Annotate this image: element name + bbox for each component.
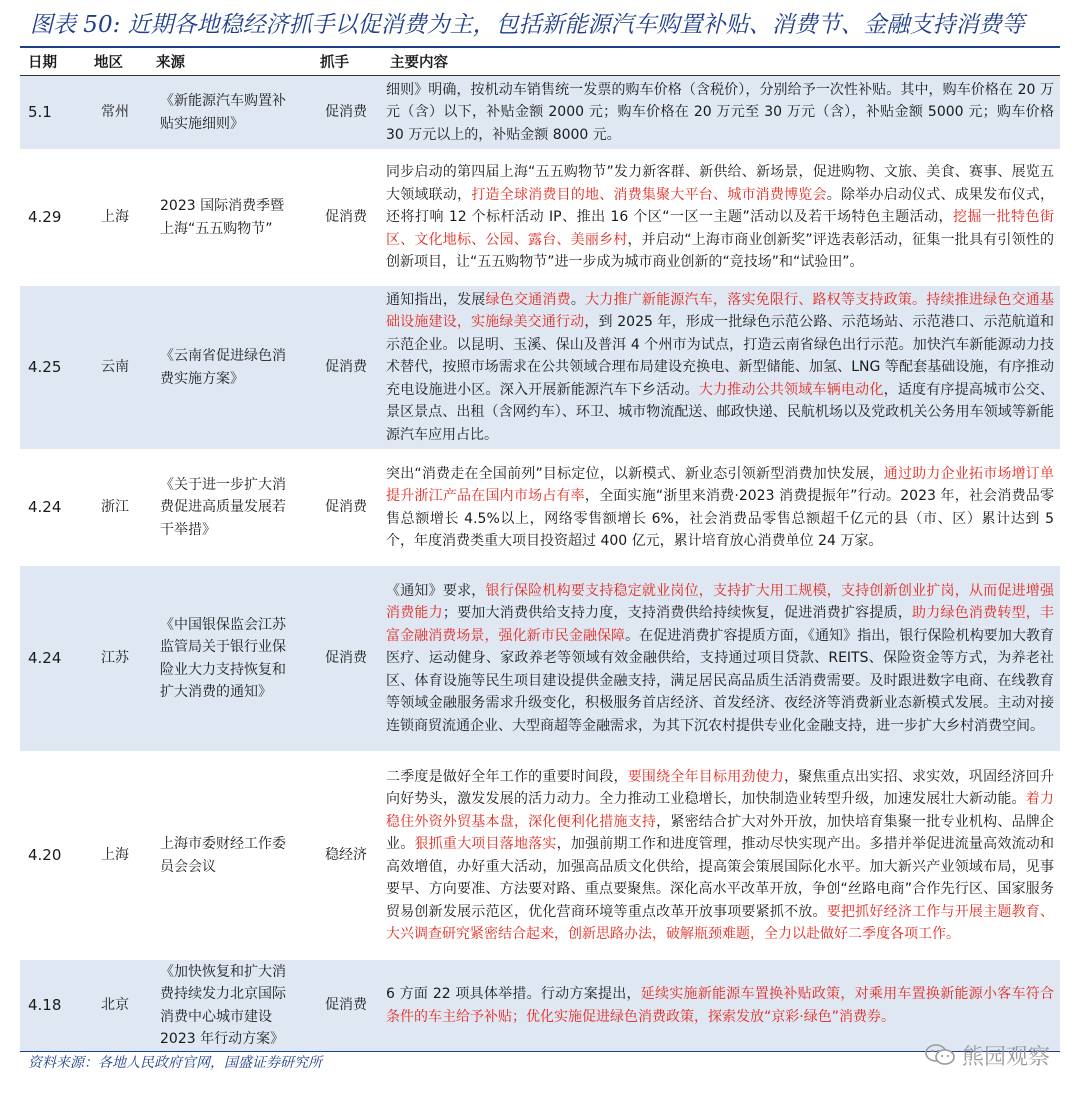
table-row	[20, 450, 1060, 566]
table-header-row	[20, 48, 1060, 76]
row-type: 促消费	[312, 566, 380, 752]
wechat-icon	[924, 1043, 956, 1067]
content-text: ，适度有序提高城市公交、景区景点、出租（含网约车）、环卫、城市物流配送、邮政快递、民航机场以及党政机关公务用车领域等新能源汽车应用占比。	[386, 381, 1055, 443]
highlight-text: 狠抓重大项目落地落实	[414, 836, 557, 852]
content-text: 。除举办启动仪式、成果发布仪式，还将打响 12 个标杆活动 IP、推出 16 个区“一区一主题”活动以及若干场特色主题活动，	[386, 186, 1055, 226]
row-type: 促消费	[312, 450, 380, 566]
content-text: ，紧密结合扩大对外开放，加快培育集聚一批专业机构、品牌企业。	[386, 813, 1055, 852]
content-text: 同步启动的第四届上海“五五购物节”发力新客群、新供给、新场景，促进购物、文旅、美食、赛事、展览五大领域联动，	[386, 164, 1054, 203]
row-content	[380, 286, 1060, 450]
row-region: 上海	[86, 752, 144, 960]
row-region: 云南	[86, 286, 144, 450]
row-region: 浙江	[86, 450, 144, 566]
watermark	[924, 1040, 1050, 1070]
content-text: ；要加大消费供给支持力度，支持消费供给持续恢复，促进消费扩容提质，	[442, 605, 913, 622]
header-date: 日期	[20, 48, 86, 76]
row-date: 4.24	[20, 566, 86, 752]
row-region: 常州	[86, 76, 144, 150]
highlight-text: 绿色交通消费	[485, 291, 571, 308]
content-text: 细则》明确，按机动车销售统一发票的购车价格（含税价），分别给予一次性补贴。其中，购车价格在 20 万元（含）以下，补贴金额 2000 元；购车价格在 20 万元至 30 万元（含），补贴金额 5000 元；购车价格 30 万元以上的，补贴金额 8000 元。	[386, 81, 1054, 143]
content-text: 。	[570, 291, 586, 308]
row-type: 促消费	[312, 960, 380, 1052]
row-type: 稳经济	[312, 752, 380, 960]
row-region: 北京	[86, 960, 144, 1052]
table-row	[20, 566, 1060, 752]
row-source: 《加快恢复和扩大消费持续发力北京国际消费中心城市建设 2023 年行动方案》	[144, 960, 312, 1052]
content-text: ，全面实施“浙里来消费·2023 消费提振年”行动。2023 年，社会消费品零售总额增长 4.5%以上，网络零售额增长 6%，社会消费品零售总额超千亿元的县（市、区）累计达到 5 个，年度消费类重大项目投资超过 400 亿元，累计培育放心消费单位 24 万家。	[386, 488, 1054, 549]
content-text: 突出“消费走在全国前列”目标定位，以新模式、新业态引领新型消费加快发展，	[386, 465, 884, 482]
row-source: 《云南省促进绿色消费实施方案》	[144, 286, 312, 450]
watermark-text: 熊园观察	[961, 1044, 1050, 1070]
row-region: 上海	[86, 150, 144, 286]
table-row	[20, 150, 1060, 286]
row-source: 2023 国际消费季暨上海“五五购物节”	[144, 150, 312, 286]
row-content	[380, 150, 1060, 286]
content-text: 通知指出，发展	[386, 291, 486, 308]
policy-table	[20, 48, 1060, 1052]
row-date: 4.29	[20, 150, 86, 286]
highlight-text: 大力推广新能源汽车，落实免限行、路权等支持政策。持续推进绿色交通基础设施建设，实施绿美交通行动	[386, 291, 1055, 331]
content-text: ，到 2025 年，形成一批绿色示范公路、示范场站、示范港口、示范航道和示范企业。以昆明、玉溪、保山及普洱 4 个州市为试点，打造云南省绿色出行示范。加快汽车新能源动力技术替代，按照市场需求在公共领域合理布局建设充换电、新型储能、加氢、LNG 等配套基础设施，有序推动充电设施进小区。深入开展新能源汽车下乡活动。	[386, 314, 1055, 398]
row-type: 促消费	[312, 286, 380, 450]
content-text: ，并启动“上海市商业创新奖”评选表彰活动，征集一批具有引领性的创新项目，让“五五购物节”进一步成为城市商业创新的“竞技场”和“试验田”。	[386, 231, 1054, 271]
row-date: 4.18	[20, 960, 86, 1052]
highlight-text: 助力绿色消费转型，丰富金融消费场景，强化新市民金融保障	[386, 605, 1055, 644]
highlight-text: 通过助力企业拓市场增订单提升浙江产品在国内市场占有率	[386, 465, 1055, 504]
table-row	[20, 752, 1060, 960]
chart-title: 图表 50: 近期各地稳经济抓手以促消费为主，包括新能源汽车购置补贴、消费节、金融支持消费等	[30, 12, 1025, 38]
content-text: ，聚焦重点出实招、求实效，巩固经济回升向好势头，激发发展的活力动力。全力推动工业稳增长，加快制造业转型升级，加速发展壮大新动能。	[386, 768, 1055, 807]
row-source: 《中国银保监会江苏监管局关于银行业保险业大力支持恢复和扩大消费的通知》	[144, 566, 312, 752]
row-content	[380, 450, 1060, 566]
row-date: 4.25	[20, 286, 86, 450]
header-type: 抓手	[312, 48, 380, 76]
row-type: 促消费	[312, 150, 380, 286]
highlight-text: 打造全球消费目的地、消费集聚大平台、城市消费博览会	[471, 186, 827, 203]
highlight-text: 要把抓好经济工作与开展主题教育、大兴调查研究紧密结合起来，创新思路办法，破解瓶颈难题，全力以赴做好二季度各项工作。	[386, 903, 1055, 942]
content-text: ，加强前期工作和进度管理，推动尽快实现产出。多措并举促进流量高效流动和高效增值，办好重大活动，加强高品质文化供给，提高策会策展国际化水平。加大新兴产业领域布局，见事要早、方向要准、方法要对路、重点要聚焦。深化高水平改革开放，争创“丝路电商”合作先行区、国家服务贸易创新发展示范区，优化营商环境等重点改革开放事项要紧抓不放。	[386, 836, 1055, 920]
highlight-text: 延续实施新能源车置换补贴政策，对乘用车置换新能源小客车符合条件的车主给予补贴；优化实施促进绿色消费政策，探索发放“京彩·绿色”消费券。	[386, 986, 1055, 1025]
highlight-text: 大力推动公共领域车辆电动化	[698, 381, 884, 398]
source-note: 资料来源：各地人民政府官网，国盛证券研究所	[28, 1055, 322, 1071]
row-date: 5.1	[20, 76, 86, 150]
row-content	[380, 76, 1060, 150]
row-content	[380, 752, 1060, 960]
highlight-text: 着力稳住外资外贸基本盘，深化便利化措施支持	[386, 791, 1054, 830]
row-source: 《新能源汽车购置补贴实施细则》	[144, 76, 312, 150]
row-date: 4.24	[20, 450, 86, 566]
header-content: 主要内容	[380, 48, 1060, 76]
highlight-text: 挖掘一批特色街区、文化地标、公园、露台、美丽乡村	[386, 209, 1054, 248]
row-source: 上海市委财经工作委员会会议	[144, 752, 312, 960]
row-date: 4.20	[20, 752, 86, 960]
table-row	[20, 960, 1060, 1052]
content-text: 《通知》要求，	[386, 582, 486, 599]
header-region: 地区	[86, 48, 144, 76]
table-row	[20, 76, 1060, 150]
content-text: 二季度是做好全年工作的重要时间段，	[386, 768, 628, 785]
row-content	[380, 566, 1060, 752]
content-text: 6 方面 22 项具体举措。行动方案提出，	[386, 986, 641, 1002]
row-type: 促消费	[312, 76, 380, 150]
row-content	[380, 960, 1060, 1052]
content-text: 。在促进消费扩容提质方面，《通知》指出，银行保险机构要加大教育医疗、运动健身、家政养老等领域有效金融供给，支持通过项目贷款、REITS、保险资金等方式，为养老社区、体育设施等民生项目建设提供金融支持，满足居民高品质生活消费需要。及时跟进数字电商、在线教育等领域金融服务需求升级变化，积极服务首店经济、首发经济、夜经济等消费新业态新模式发展。主动对接连锁商贸流通企业、大型商超等金融需求，为其下沉农村提供专业化金融支持，进一步扩大乡村消费空间。	[386, 627, 1055, 734]
row-source: 《关于进一步扩大消费促进高质量发展若干举措》	[144, 450, 312, 566]
table-row	[20, 286, 1060, 450]
highlight-text: 银行保险机构要支持稳定就业岗位，支持扩大用工规模，支持创新创业扩岗，从而促进增强消费能力	[386, 582, 1055, 622]
highlight-text: 要围绕全年目标用劲使力	[627, 768, 785, 785]
row-region: 江苏	[86, 566, 144, 752]
header-source: 来源	[144, 48, 312, 76]
